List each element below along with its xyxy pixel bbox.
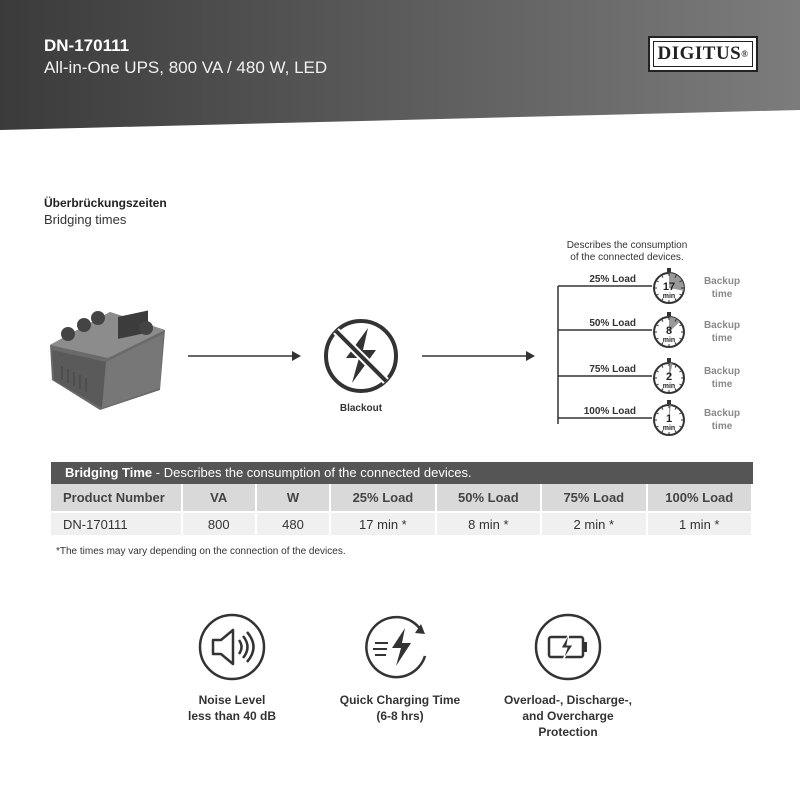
table-caption-rest: - Describes the consumption of the connected devices. — [152, 465, 472, 480]
blackout-label: Blackout — [339, 403, 383, 414]
load-rows — [558, 268, 740, 435]
battery-protection-icon — [533, 612, 603, 682]
cell-va: 800 — [183, 511, 255, 535]
section-subtitle: Bridging times — [44, 212, 127, 227]
model-number: DN-170111 — [44, 36, 130, 55]
backup-label-line1: Backup — [703, 366, 741, 377]
load-label: 50% Load — [589, 318, 636, 329]
col-header-25-load: 25% Load — [331, 484, 434, 511]
product-subtitle: All-in-One UPS, 800 VA / 480 W, LED — [44, 58, 328, 77]
feature-label-line2: and Overcharge — [522, 709, 614, 723]
blackout-icon — [326, 321, 396, 391]
cell-w: 480 — [257, 511, 329, 535]
backup-label-line1: Backup — [703, 320, 741, 331]
data-table — [49, 484, 753, 535]
ups-device-image — [50, 311, 165, 410]
table-caption-bold: Bridging Time — [65, 465, 153, 480]
feature-label-line2: less than 40 dB — [187, 709, 277, 723]
feature-noise-level — [152, 612, 312, 724]
table-caption — [51, 462, 753, 484]
backup-label-line2: time — [711, 379, 733, 390]
timer-minutes: 8 — [665, 325, 673, 337]
timer-minutes: 2 — [665, 371, 673, 383]
bridging-diagram — [0, 230, 800, 450]
header-banner — [0, 0, 800, 130]
col-header-50-load: 50% Load — [437, 484, 540, 511]
load-label: 25% Load — [589, 274, 636, 285]
feature-label-line1: Quick Charging Time — [339, 693, 461, 707]
load-row — [558, 400, 740, 435]
timer-min-label: min — [662, 383, 676, 390]
section-title: Überbrückungszeiten — [44, 196, 167, 210]
table-row — [51, 511, 751, 535]
footnote: *The times may vary depending on the connection of the devices. — [56, 546, 346, 557]
timer-min-label: min — [662, 425, 676, 432]
cell-50-load: 8 min * — [437, 511, 540, 535]
cell-100-load: 1 min * — [648, 511, 752, 535]
col-header-75-load: 75% Load — [542, 484, 645, 511]
col-header-100-load: 100% Load — [648, 484, 752, 511]
speaker-icon — [197, 612, 267, 682]
cell-25-load: 17 min * — [331, 511, 434, 535]
backup-label-line2: time — [711, 289, 733, 300]
digitus-logo — [648, 36, 758, 72]
load-row — [558, 358, 740, 393]
load-row — [558, 268, 740, 303]
quick-charge-icon — [365, 612, 435, 682]
consumption-note-line1: Describes the consumption — [566, 240, 688, 251]
load-row — [558, 312, 740, 347]
feature-label-line1: Overload-, Discharge-, — [503, 693, 633, 707]
col-header-product-number: Product Number — [51, 484, 181, 511]
timer-minutes: 1 — [665, 413, 673, 425]
timer-min-label: min — [662, 293, 676, 300]
backup-label-line1: Backup — [703, 408, 741, 419]
load-label: 75% Load — [589, 364, 636, 375]
arrow-head — [526, 351, 535, 361]
cell-product-number: DN-170111 — [51, 511, 181, 535]
feature-label-line2: (6-8 hrs) — [376, 709, 424, 723]
logo-text: DIGITUS — [657, 43, 742, 64]
backup-label-line2: time — [711, 333, 733, 344]
consumption-note-line2: of the connected devices. — [570, 252, 684, 263]
logo-registered-mark: ® — [741, 49, 749, 59]
feature-quick-charging — [320, 612, 480, 724]
cell-75-load: 2 min * — [542, 511, 645, 535]
feature-label-line1: Noise Level — [198, 693, 266, 707]
table-header-row — [51, 484, 751, 511]
col-header-va: VA — [183, 484, 255, 511]
bridging-time-table — [51, 462, 753, 535]
timer-min-label: min — [662, 337, 676, 344]
arrow-head — [292, 351, 301, 361]
load-label: 100% Load — [583, 406, 636, 417]
feature-label-line3: Protection — [538, 725, 598, 739]
timer-minutes: 17 — [662, 281, 676, 293]
feature-protection — [488, 612, 648, 740]
backup-label-line1: Backup — [703, 276, 741, 287]
backup-label-line2: time — [711, 421, 733, 432]
col-header-w: W — [257, 484, 329, 511]
